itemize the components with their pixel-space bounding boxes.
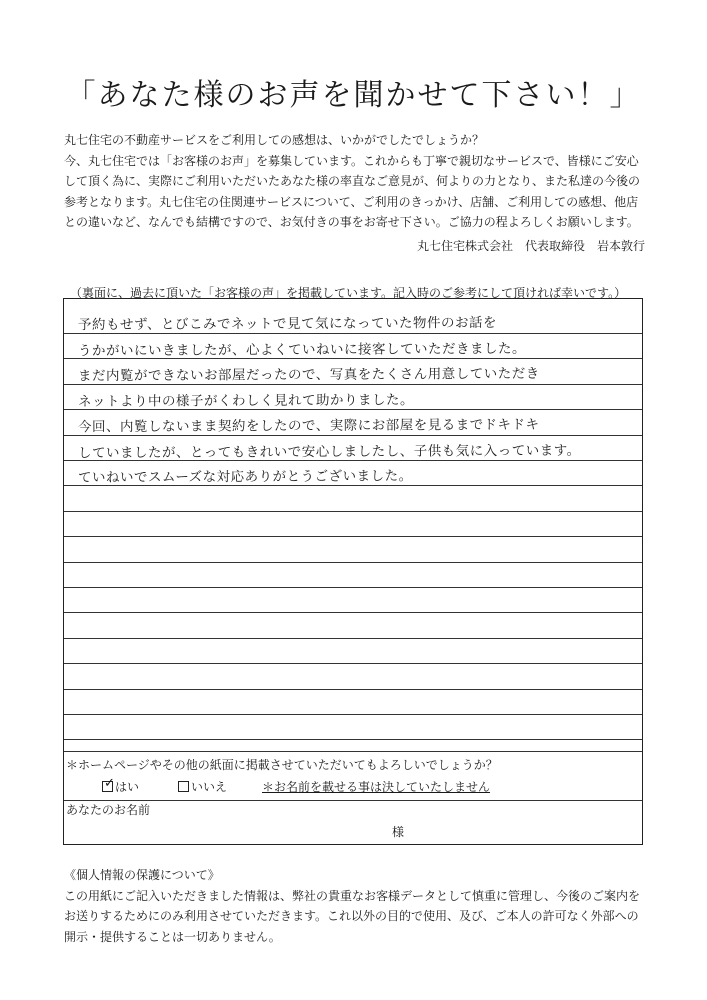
page-title: 「あなた様のお声を聞かせて下さい！」 (65, 78, 642, 113)
intro-line: 参考となります。丸七住宅の住関連サービスについて、ご利用のきっかけ、店舗、ご利用しての感想、他店 (64, 194, 639, 209)
handwritten-line: ていねいでスムーズな対応ありがとうございました。 (77, 468, 413, 486)
handwritten-line: まだ内覧ができないお部屋だったので、写真をたくさん用意していただき (77, 365, 540, 385)
ruled-line (64, 384, 642, 385)
ruled-line (64, 689, 642, 690)
name-label: あなたのお名前 (66, 803, 151, 817)
ruled-line (64, 587, 642, 588)
name-suffix: 様 (392, 825, 405, 839)
ruled-line (64, 663, 642, 664)
ruled-line (64, 562, 642, 563)
yes-label: はい (115, 780, 140, 794)
handwritten-line: ネットより中の様子がくわしく見れて助かりました。 (77, 392, 415, 410)
handwritten-line: 今回、内覧しないまま契約をしたので、実際にお部屋を見るまでドキドキ (77, 416, 540, 436)
ruled-line (64, 612, 642, 613)
privacy-line: お送りするためにのみ利用させていただきます。これ以外の目的で使用、及び、ご本人の許可なく外部への (64, 909, 639, 923)
notice-text: （裏面に、過去に頂いた「お客様の声」を掲載しています。記入時のご参考にして頂ければ幸いです。） (70, 286, 627, 300)
handwritten-line: うかがいにいきましたが、心よくていねいに接客していただきました。 (77, 340, 527, 360)
intro-line: 丸七住宅の不動産サービスをご利用しての感想は、いかがでしたでしょうか？ (64, 133, 485, 147)
intro-line: して頂く為に、実際にご利用いただいたあなた様の率直なご意見が、何よりの力となり、また私達の今後の (64, 174, 641, 188)
privacy-section (64, 865, 640, 947)
ruled-line (64, 536, 642, 537)
ruled-line (64, 714, 642, 715)
ruled-line (64, 751, 642, 752)
ruled-line (64, 638, 642, 639)
intro-paragraph (64, 130, 664, 233)
privacy-line: この用紙にご記入いただきました情報は、弊社の貴重なお客様データとして慎重に管理し、今後のご案内を (64, 888, 641, 903)
option-yes[interactable] (102, 778, 139, 795)
ruled-line (64, 800, 642, 801)
ruled-line (64, 435, 642, 436)
ruled-line (64, 739, 642, 740)
handwritten-line: していましたが、とってもきれいで安心しましたし、子供も気に入っています。 (77, 442, 581, 462)
ruled-line (64, 333, 642, 334)
check-mark-icon: ✓ (104, 776, 115, 791)
intro-line: 今、丸七住宅では「お客様のお声」を募集しています。これからも丁寧で親切なサービスで、皆様にご安心 (64, 153, 639, 168)
no-label: いいえ (191, 780, 228, 794)
intro-line: との違いなど、なんでも結構ですので、お気付きの事をお寄せ下さい。ご協力の程よろしくお願いします。 (64, 215, 639, 229)
handwritten-line: 予約もせず、とびこみでネットで見て気になっていた物件のお話を (77, 314, 497, 334)
signature: 丸七住宅株式会社 代表取締役 岩本敦行 (416, 239, 645, 253)
yes-checkbox[interactable] (102, 776, 115, 792)
name-note: ＊お名前を載せる事は決していたしません (262, 780, 491, 794)
permission-question: ＊ホームページやその他の紙面に掲載させていただいてもよろしいでしょうか？ (66, 758, 498, 772)
ruled-line (64, 511, 642, 512)
privacy-line: 開示・提供することは一切ありません。 (64, 929, 281, 944)
no-checkbox[interactable] (178, 781, 189, 792)
privacy-heading: 《個人情報の保護について》 (64, 868, 220, 882)
option-no[interactable] (178, 778, 227, 795)
